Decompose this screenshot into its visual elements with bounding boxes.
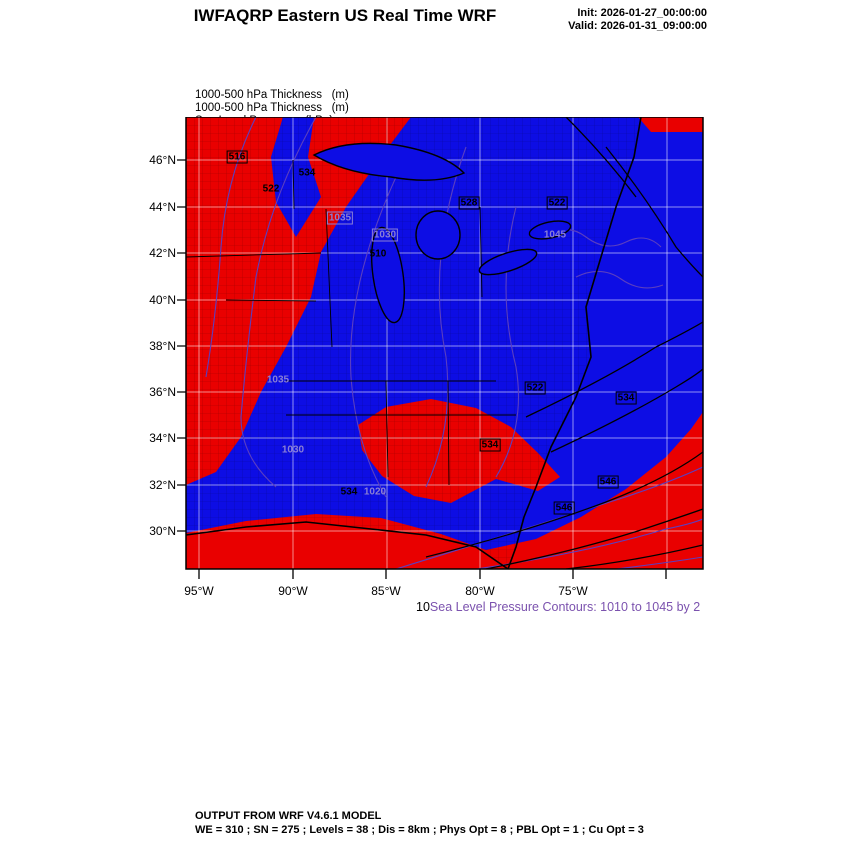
contour-label: 534 [340,486,358,498]
valid-timestamp: Valid: 2026-01-31_09:00:00 [568,20,707,32]
lat-tick-label: 30°N [149,524,176,538]
contour-label: 528 [460,197,478,209]
lon-tick-label: 95°W [184,584,214,598]
contour-label: 534 [617,392,635,404]
lat-tick-label: 38°N [149,339,176,353]
lon-tick-label: 90°W [278,584,308,598]
lat-tick-label: 40°N [149,293,176,307]
contour-label: 1035 [328,212,352,224]
lat-tick-label: 42°N [149,246,176,260]
contour-label: 534 [481,439,499,451]
field-legend-line: 1000-500 hPa Thickness (m) [195,89,349,101]
wrf-map [166,117,713,587]
lon-tick-label: 80°W [465,584,495,598]
model-version-line: OUTPUT FROM WRF V4.6.1 MODEL [195,810,382,822]
lon-tick-label: 75°W [558,584,588,598]
lat-tick-label: 32°N [149,478,176,492]
contour-label: 1045 [543,229,567,241]
caption-overlap-fragment: 10 [416,600,430,614]
model-info-footer [195,810,644,837]
lon-tick-label: 85°W [371,584,401,598]
lake-huron [416,211,460,259]
contour-label: 546 [599,476,617,488]
contour-label: 510 [369,248,387,260]
contour-label: 516 [228,151,246,163]
contour-label: 1020 [363,486,387,498]
contour-label: 1030 [281,444,305,456]
contour-label: 1035 [266,374,290,386]
lat-tick-label: 34°N [149,431,176,445]
contour-label: 522 [262,183,280,195]
contour-label: 546 [555,502,573,514]
page-title: IWFAQRP Eastern US Real Time WRF [193,6,497,25]
model-params-line: WE = 310 ; SN = 275 ; Levels = 38 ; Dis = 8km ; Phys Opt = 8 ; PBL Opt = 1 ; Cu Opt = 3 [195,823,644,836]
lat-tick-label: 44°N [149,200,176,214]
slp-contour-caption [416,600,700,614]
contour-label: 1030 [373,229,397,241]
contour-label: 534 [298,167,316,179]
field-legend-line: 1000-500 hPa Thickness (m) [195,102,349,114]
init-timestamp: Init: 2026-01-27_00:00:00 [577,7,707,19]
contour-label: 522 [548,197,566,209]
lat-tick-label: 46°N [149,153,176,167]
timestamp-block [568,7,707,33]
lat-tick-label: 36°N [149,385,176,399]
caption-text: Sea Level Pressure Contours: 1010 to 1045 by 2 [429,600,701,614]
contour-label: 522 [526,382,544,394]
